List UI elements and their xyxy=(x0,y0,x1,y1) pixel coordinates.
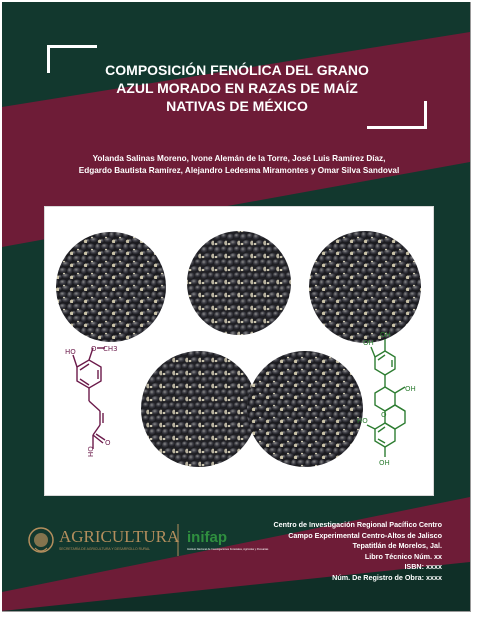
label-oh-bottom: OH xyxy=(379,459,390,467)
title-line: AZUL MORADO EN RAZAS DE MAÍZ xyxy=(116,80,358,96)
grain-pile-5 xyxy=(247,351,363,467)
institution-line: Tepatitlán de Morelos, Jal. xyxy=(352,541,442,550)
label-o-ring: O xyxy=(381,411,387,419)
institution-line: Libro Técnico Núm. xx xyxy=(364,551,442,561)
label-ho-top: HO xyxy=(65,348,76,356)
authors xyxy=(24,153,454,177)
author-line: Yolanda Salinas Moreno, Ivone Alemán de la Torre, José Luis Ramírez Díaz, xyxy=(92,154,386,163)
frame-corner-bottom xyxy=(367,126,427,129)
cover-figure xyxy=(44,206,434,496)
institution-line: Centro de Investigación Regional Pacífico Centro xyxy=(273,520,442,529)
author-line: Edgardo Bautista Ramírez, Alejandro Ledesma Miramontes y Omar Silva Sandoval xyxy=(78,166,400,175)
institution-line: ISBN: xxxx xyxy=(404,562,442,571)
label-oh-top: OH xyxy=(363,339,374,347)
label-o-carbonyl: O xyxy=(105,439,111,447)
figure-artwork xyxy=(45,207,433,495)
grain-pile-3 xyxy=(309,231,421,343)
label-o-methoxy: O xyxy=(91,345,97,353)
agricultura-subtitle: SECRETARÍA DE AGRICULTURA Y DESARROLLO RURAL xyxy=(59,547,151,551)
grain-pile-4 xyxy=(141,351,257,467)
book-cover xyxy=(2,2,471,612)
grain-pile-2 xyxy=(187,231,291,335)
label-ho-bottom: HO xyxy=(87,446,95,457)
title-line: COMPOSICIÓN FENÓLICA DEL GRANO xyxy=(105,62,369,78)
coat-of-arms-icon xyxy=(29,528,53,552)
logos-artwork xyxy=(27,520,269,570)
label-oh-right: OH xyxy=(405,385,416,393)
anthocyanidin-molecule xyxy=(367,339,405,457)
label-oh-mid: OH xyxy=(380,331,391,339)
label-ho-left: HO xyxy=(357,417,368,425)
footer-logos xyxy=(27,520,269,575)
grain-pile-1 xyxy=(56,232,166,342)
book-title xyxy=(42,61,432,115)
institution-line: Campo Experimental Centro-Altos de Jalisco xyxy=(288,530,442,540)
label-ch3: CH3 xyxy=(103,345,118,353)
institution-line: Núm. De Registro de Obra: xxxx xyxy=(332,572,442,582)
agricultura-logo: AGRICULTURA xyxy=(59,527,180,546)
ferulic-acid-molecule xyxy=(73,348,105,449)
inifap-logo: inifap xyxy=(187,529,227,546)
frame-corner-top xyxy=(47,45,97,48)
institution-info xyxy=(273,520,442,583)
title-line: NATIVAS DE MÉXICO xyxy=(166,98,308,114)
inifap-subtitle: Instituto Nacional de Investigaciones Forestales, Agrícolas y Pecuarias xyxy=(187,548,269,551)
